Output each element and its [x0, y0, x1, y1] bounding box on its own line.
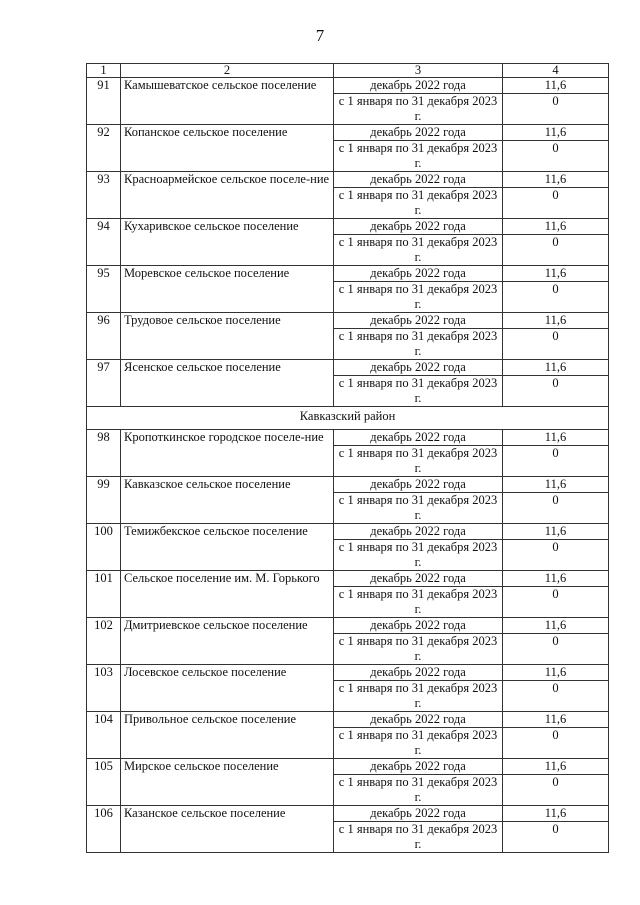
- rate-december-2022: 11,6: [503, 806, 609, 822]
- row-number: 103: [87, 665, 121, 712]
- settlement-name: Дмитриевское сельское поселение: [121, 618, 334, 665]
- rate-december-2022: 11,6: [503, 172, 609, 188]
- period-december-2022: декабрь 2022 года: [334, 477, 503, 493]
- rate-december-2022: 11,6: [503, 360, 609, 376]
- period-year-2023: с 1 января по 31 декабря 2023 г.: [334, 587, 503, 618]
- rate-year-2023: 0: [503, 446, 609, 477]
- settlement-name: Мирское сельское поселение: [121, 759, 334, 806]
- period-year-2023: с 1 января по 31 декабря 2023 г.: [334, 540, 503, 571]
- period-year-2023: с 1 января по 31 декабря 2023 г.: [334, 634, 503, 665]
- rate-december-2022: 11,6: [503, 524, 609, 540]
- table-row: [87, 618, 609, 634]
- row-number: 93: [87, 172, 121, 219]
- rate-december-2022: 11,6: [503, 266, 609, 282]
- settlement-name: Камышеватское сельское поселение: [121, 78, 334, 125]
- period-december-2022: декабрь 2022 года: [334, 524, 503, 540]
- period-year-2023: с 1 января по 31 декабря 2023 г.: [334, 446, 503, 477]
- settlement-name: Темижбекское сельское поселение: [121, 524, 334, 571]
- row-number: 94: [87, 219, 121, 266]
- period-december-2022: декабрь 2022 года: [334, 806, 503, 822]
- table-row: [87, 78, 609, 94]
- period-december-2022: декабрь 2022 года: [334, 313, 503, 329]
- rates-table: [86, 63, 609, 853]
- period-year-2023: с 1 января по 31 декабря 2023 г.: [334, 728, 503, 759]
- rate-year-2023: 0: [503, 188, 609, 219]
- settlement-name: Ясенское сельское поселение: [121, 360, 334, 407]
- settlement-name: Трудовое сельское поселение: [121, 313, 334, 360]
- period-december-2022: декабрь 2022 года: [334, 665, 503, 681]
- period-year-2023: с 1 января по 31 декабря 2023 г.: [334, 376, 503, 407]
- header-row: [87, 64, 609, 78]
- settlement-name: Моревское сельское поселение: [121, 266, 334, 313]
- period-year-2023: с 1 января по 31 декабря 2023 г.: [334, 329, 503, 360]
- table-row: [87, 172, 609, 188]
- settlement-name: Сельское поселение им. М. Горького: [121, 571, 334, 618]
- rate-year-2023: 0: [503, 822, 609, 853]
- row-number: 97: [87, 360, 121, 407]
- district-label: Кавказский район: [87, 407, 609, 430]
- rate-year-2023: 0: [503, 587, 609, 618]
- row-number: 104: [87, 712, 121, 759]
- rate-year-2023: 0: [503, 94, 609, 125]
- period-year-2023: с 1 января по 31 декабря 2023 г.: [334, 775, 503, 806]
- rate-december-2022: 11,6: [503, 571, 609, 587]
- period-year-2023: с 1 января по 31 декабря 2023 г.: [334, 94, 503, 125]
- column-header: 4: [503, 64, 609, 78]
- period-year-2023: с 1 января по 31 декабря 2023 г.: [334, 235, 503, 266]
- rate-year-2023: 0: [503, 235, 609, 266]
- settlement-name: Казанское сельское поселение: [121, 806, 334, 853]
- row-number: 98: [87, 430, 121, 477]
- period-december-2022: декабрь 2022 года: [334, 219, 503, 235]
- period-year-2023: с 1 января по 31 декабря 2023 г.: [334, 188, 503, 219]
- rate-year-2023: 0: [503, 634, 609, 665]
- period-december-2022: декабрь 2022 года: [334, 172, 503, 188]
- period-year-2023: с 1 января по 31 декабря 2023 г.: [334, 493, 503, 524]
- period-year-2023: с 1 января по 31 декабря 2023 г.: [334, 822, 503, 853]
- row-number: 102: [87, 618, 121, 665]
- row-number: 99: [87, 477, 121, 524]
- table-row: [87, 759, 609, 775]
- column-header: 3: [334, 64, 503, 78]
- rate-december-2022: 11,6: [503, 618, 609, 634]
- column-header: 2: [121, 64, 334, 78]
- table-row: [87, 571, 609, 587]
- settlement-name: Кавказское сельское поселение: [121, 477, 334, 524]
- period-december-2022: декабрь 2022 года: [334, 759, 503, 775]
- table-row: [87, 219, 609, 235]
- period-december-2022: декабрь 2022 года: [334, 430, 503, 446]
- settlement-name: Красноармейское сельское поселе-ние: [121, 172, 334, 219]
- table-row: [87, 266, 609, 282]
- period-year-2023: с 1 января по 31 декабря 2023 г.: [334, 681, 503, 712]
- period-december-2022: декабрь 2022 года: [334, 712, 503, 728]
- row-number: 95: [87, 266, 121, 313]
- column-header: 1: [87, 64, 121, 78]
- rate-year-2023: 0: [503, 681, 609, 712]
- rate-year-2023: 0: [503, 376, 609, 407]
- rate-december-2022: 11,6: [503, 125, 609, 141]
- row-number: 105: [87, 759, 121, 806]
- rate-december-2022: 11,6: [503, 313, 609, 329]
- settlement-name: Кропоткинское городское поселе-ние: [121, 430, 334, 477]
- settlement-name: Лосевское сельское поселение: [121, 665, 334, 712]
- settlement-name: Копанское сельское поселение: [121, 125, 334, 172]
- table-body: [87, 64, 609, 853]
- period-december-2022: декабрь 2022 года: [334, 125, 503, 141]
- rate-december-2022: 11,6: [503, 665, 609, 681]
- rate-december-2022: 11,6: [503, 712, 609, 728]
- row-number: 91: [87, 78, 121, 125]
- district-header-row: [87, 407, 609, 430]
- settlement-name: Привольное сельское поселение: [121, 712, 334, 759]
- table-row: [87, 524, 609, 540]
- rate-december-2022: 11,6: [503, 219, 609, 235]
- period-year-2023: с 1 января по 31 декабря 2023 г.: [334, 282, 503, 313]
- period-december-2022: декабрь 2022 года: [334, 618, 503, 634]
- period-year-2023: с 1 января по 31 декабря 2023 г.: [334, 141, 503, 172]
- period-december-2022: декабрь 2022 года: [334, 571, 503, 587]
- row-number: 101: [87, 571, 121, 618]
- rate-december-2022: 11,6: [503, 477, 609, 493]
- table-row: [87, 477, 609, 493]
- table-row: [87, 712, 609, 728]
- row-number: 96: [87, 313, 121, 360]
- table-row: [87, 125, 609, 141]
- period-december-2022: декабрь 2022 года: [334, 78, 503, 94]
- table-row: [87, 313, 609, 329]
- rate-year-2023: 0: [503, 329, 609, 360]
- row-number: 92: [87, 125, 121, 172]
- period-december-2022: декабрь 2022 года: [334, 266, 503, 282]
- rate-year-2023: 0: [503, 141, 609, 172]
- rate-year-2023: 0: [503, 540, 609, 571]
- table-row: [87, 665, 609, 681]
- table-row: [87, 806, 609, 822]
- page-number: 7: [315, 26, 325, 45]
- table-row: [87, 430, 609, 446]
- rate-year-2023: 0: [503, 493, 609, 524]
- rate-december-2022: 11,6: [503, 759, 609, 775]
- table-row: [87, 360, 609, 376]
- rate-december-2022: 11,6: [503, 78, 609, 94]
- period-december-2022: декабрь 2022 года: [334, 360, 503, 376]
- rate-year-2023: 0: [503, 728, 609, 759]
- row-number: 106: [87, 806, 121, 853]
- settlement-name: Кухаривское сельское поселение: [121, 219, 334, 266]
- rate-december-2022: 11,6: [503, 430, 609, 446]
- rate-year-2023: 0: [503, 282, 609, 313]
- row-number: 100: [87, 524, 121, 571]
- rate-year-2023: 0: [503, 775, 609, 806]
